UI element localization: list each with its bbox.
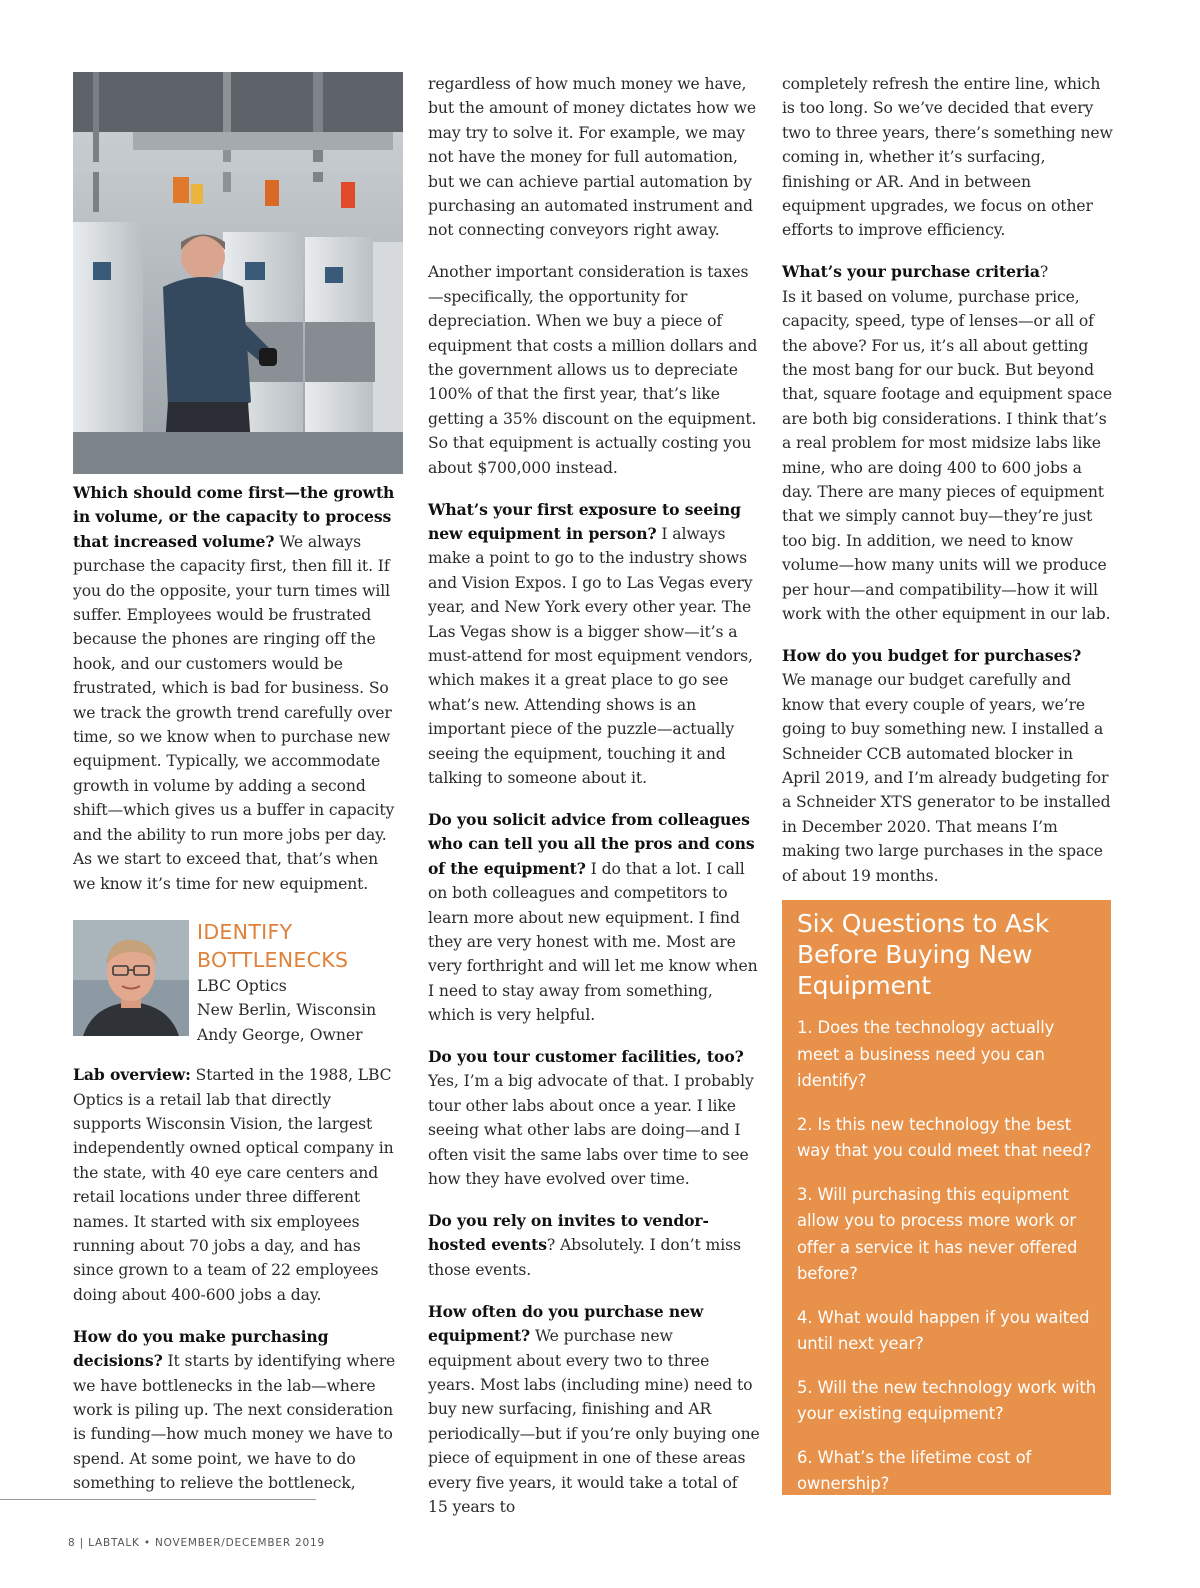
q8-answer: Is it based on volume, purchase price, capacity, speed, type of lenses—or all of the above? For us, it’s all about getting the most bang for our buck. But beyond that, square footage and equipment space are both big considerations. I think that’s a real problem for most midsize labs like mine, who are doing 400 to 600 jobs a day. There are many pieces of equipment that we simply cannot buy—they’re just too big. In addition, we need to know volume—how many units will we produce per hour—and compatibility—how it will work with the other equipment in our lab. — [782, 287, 1113, 624]
q6-answer: ? Absolutely. I don’t miss those events. — [428, 1236, 741, 1279]
article-column-3 — [782, 72, 1114, 906]
q3-paragraph — [428, 498, 760, 791]
q2-paragraph — [73, 1325, 401, 1496]
q4-answer: I do that a lot. I call on both colleagues and competitors to learn more about new equipment. I find they are very honest with me. Most are very forthright and will let me know when I need to stay away from something, which is very helpful. — [428, 859, 758, 1025]
q7-paragraph — [428, 1300, 760, 1520]
q4-question: Do you solicit advice from colleagues who can tell you all the pros and cons of the equipment? — [428, 809, 755, 878]
q1-paragraph — [73, 481, 401, 896]
q3-question: What’s your first exposure to seeing new equipment in person? — [428, 499, 741, 543]
q9-question: How do you budget for purchases? — [782, 645, 1082, 665]
q1-answer: We always purchase the capacity first, then fill it. If you do the opposite, your turn times will suffer. Employees would be frustrated because the phones are ringing off the hook, and our customers would be frustrated, which is bad for business. So we track the growth trend carefully over time, so we know when to purchase new equipment. Typically, we accommodate growth in volume by adding a second shift—which gives us a buffer in capacity and the ability to run more jobs per day. As we start to exceed that, that’s when we know it’s time for new equipment. — [73, 532, 395, 893]
q9-paragraph — [782, 644, 1114, 888]
six-questions-sidebar — [782, 900, 1111, 1495]
sidebar-question: 2. Is this new technology the best way that you could meet that need? — [797, 1114, 1092, 1160]
profile-location: New Berlin, Wisconsin — [197, 1001, 377, 1020]
profile-block — [73, 918, 401, 1047]
q4-paragraph — [428, 808, 760, 1028]
profile-company: LBC Optics — [197, 976, 287, 995]
footer-divider — [0, 1499, 316, 1500]
profile-person: Andy George, Owner — [197, 1025, 363, 1044]
sidebar-title: Six Questions to Ask Before Buying New Equipment — [797, 909, 1049, 1000]
profile-title-line1: IDENTIFY — [197, 919, 293, 944]
andy-george-headshot — [73, 920, 189, 1036]
sidebar-question: 5. Will the new technology work with your existing equipment? — [797, 1377, 1097, 1423]
article-column-2 — [428, 72, 760, 1537]
q6-paragraph — [428, 1209, 760, 1282]
q3-answer: I always make a point to go to the industry shows and Vision Expos. I go to Las Vegas every year, and New York every other year. The Las Vegas show is a bigger show—it’s a must-attend for most equipment vendors, which makes it a great place to go see what’s new. Attending shows is an important piece of the puzzle—actually seeing the equipment, touching it and talking to someone about it. — [428, 524, 753, 787]
article-column-1 — [73, 72, 401, 1513]
col3-paragraph-1: completely refresh the entire line, which is too long. So we’ve decided that every two to three years, there’s something new coming in, whether it’s surfacing, finishing or AR. And in between equipment upgrades, we focus on other efforts to improve efficiency. — [782, 75, 1113, 240]
q9-answer: We manage our budget carefully and know that every couple of years, we’re going to buy something new. I installed a Schneider CCB automated blocker in April 2019, and I’m already budgeting for a Schneider XTS generator to be installed in December 2020. That means I’m making two large purchases in the space of about 19 months. — [782, 671, 1111, 885]
q8-paragraph — [782, 260, 1114, 626]
profile-info — [197, 918, 376, 1047]
q2-question: How do you make purchasing decisions? — [73, 1326, 329, 1371]
q7-answer: We purchase new equipment about every two to three years. Most labs (including mine) need to buy new surfacing, finishing and AR periodically—but if you’re only buying one piece of equipment in one of these areas every five years, it would take a total of 15 years to — [428, 1327, 760, 1516]
col2-paragraph-1: regardless of how much money we have, but the amount of money dictates how we may try to solve it. For example, we may not have the money for full automation, but we can achieve partial automation by purchasing an automated instrument and not connecting conveyors right away. — [428, 75, 756, 240]
q5-question: Do you tour customer facilities, too? — [428, 1047, 744, 1067]
sidebar-question: 4. What would happen if you waited until next year? — [797, 1307, 1090, 1353]
page-footer: 8 | LABTALK • NOVEMBER/DECEMBER 2019 — [68, 1537, 325, 1549]
q7-question: How often do you purchase new equipment? — [428, 1301, 704, 1346]
lab-overview-label: Lab overview: — [73, 1065, 191, 1085]
q2-answer: It starts by identifying where we have bottlenecks in the lab—where work is piling up. The next consideration is funding—how much money we have to spend. At some point, we have to do something to relieve the bottleneck, — [73, 1352, 396, 1493]
sidebar-question: 1. Does the technology actually meet a business need you can identify? — [797, 1018, 1055, 1090]
sidebar-question: 3. Will purchasing this equipment allow you to process more work or offer a service it has never offered before? — [797, 1184, 1078, 1283]
profile-title-line2: BOTTLENECKS — [197, 947, 349, 972]
q6-question: Do you rely on invites to vendor-hosted events — [428, 1210, 709, 1255]
q8-question-mark: ? — [1039, 263, 1049, 282]
q5-paragraph — [428, 1045, 760, 1191]
q5-answer: Yes, I’m a big advocate of that. I probably tour other labs about once a year. I like seeing what other labs are doing—and I often visit the same labs over time to see how they have evolved over time. — [428, 1072, 754, 1189]
lab-overview-paragraph — [73, 1063, 401, 1307]
lab-overview-text: Started in the 1988, LBC Optics is a retail lab that directly supports Wisconsin Vision, the largest independently owned optical company in the state, with 40 eye care centers and retail locations under three different names. It started with six employees running about 70 jobs a day, and has since grown to a team of 22 employees doing about 400-600 jobs a day. — [73, 1066, 394, 1304]
q1-question: Which should come first—the growth in volume, or the capacity to process that increased volume? — [73, 483, 395, 551]
col2-paragraph-2: Another important consideration is taxes—specifically, the opportunity for depreciation. When we buy a piece of equipment that costs a million dollars and the government allows us to depreciate 100% of that the first year, that’s like getting a 35% discount on the equipment. So that equipment is actually costing you about $700,000 instead. — [428, 263, 758, 477]
q8-question: What’s your purchase criteria — [782, 262, 1040, 282]
sidebar-question: 6. What’s the lifetime cost of ownership? — [797, 1447, 1032, 1493]
lab-technician-photo — [73, 72, 403, 474]
